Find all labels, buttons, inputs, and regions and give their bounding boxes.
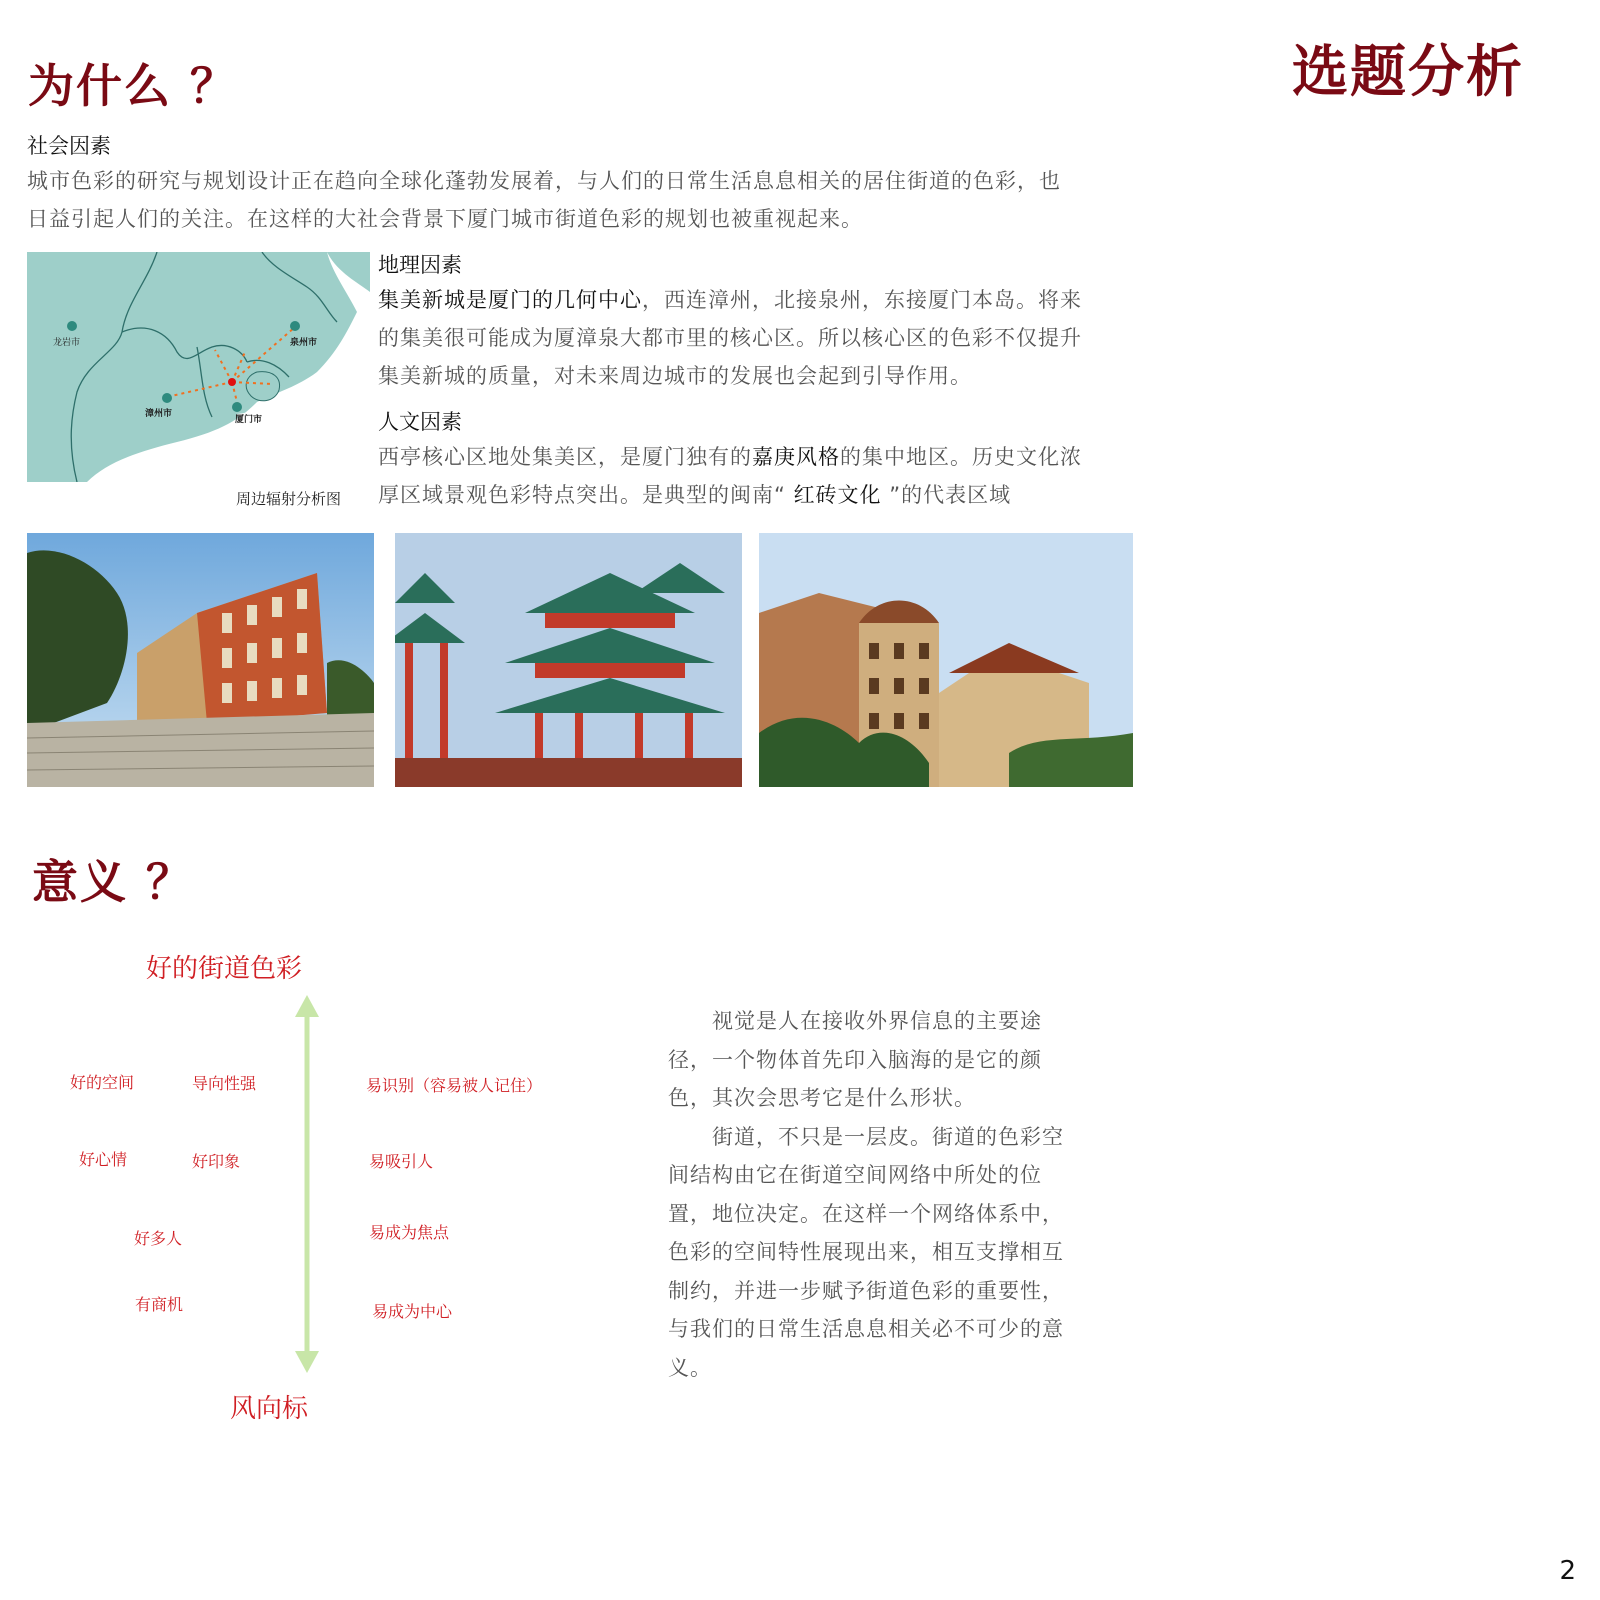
geo-factor-label: 地理因素 [378, 253, 462, 277]
culture-factor-label: 人文因素 [378, 410, 462, 434]
geo-line-3: 集美新城的质量，对未来周边城市的发展也会起到引导作用。 [378, 364, 972, 388]
page-number: 2 [1559, 1556, 1576, 1586]
diagram-item-strong-guidance: 导向性强 [192, 1074, 257, 1093]
culture-emphasis-redbrick: 红砖文化 [793, 483, 882, 507]
double-arrow [290, 995, 324, 1373]
map-city-quanzhou: 泉州市 [290, 338, 318, 348]
geo-line-1 [378, 281, 1148, 319]
photo-pagoda-towers [395, 533, 742, 787]
diagram-item-good-space: 好的空间 [70, 1073, 135, 1092]
map-city-zhangzhou: 漳州市 [145, 409, 173, 419]
social-line-2: 日益引起人们的关注。在这样的大社会背景下厦门城市街道色彩的规划也被重视起来。 [27, 207, 863, 231]
diagram-bottom-label: 风向标 [230, 1394, 309, 1424]
culture-line-1 [378, 438, 1148, 476]
diagram-item-many-people: 好多人 [134, 1229, 183, 1248]
geo-emphasis: 集美新城是厦门的几何中心 [378, 288, 642, 312]
culture-emphasis-jiageng: 嘉庚风格 [752, 445, 840, 469]
culture-line-2-b: ”的代表区域 [881, 483, 1012, 507]
section-heading-meaning: 意义 ？ [32, 855, 195, 909]
geo-line-1-rest: ，西连漳州，北接泉州，东接厦门本岛。将来 [642, 288, 1082, 312]
culture-factor-text [378, 438, 1148, 514]
page-title: 选题分析 [1292, 40, 1524, 105]
diagram-item-center: 易成为中心 [372, 1302, 453, 1321]
meaning-paragraph-1: 视觉是人在接收外界信息的主要途径，一个物体首先印入脑海的是它的颜色，其次会思考它是什么形状。 [668, 1009, 1042, 1110]
culture-line-1-a: 西亭核心区地处集美区，是厦门独有的 [378, 445, 752, 469]
photo-jiageng-buildings [759, 533, 1133, 787]
map-graphic [27, 252, 370, 482]
map-city-xiamen: 厦门市 [235, 415, 263, 425]
diagram-top-label: 好的街道色彩 [146, 954, 303, 984]
diagram-item-business-opportunity: 有商机 [135, 1295, 184, 1314]
culture-line-2 [378, 476, 1148, 514]
diagram-item-focus: 易成为焦点 [369, 1223, 450, 1242]
social-factor-label: 社会因素 [27, 134, 111, 158]
map-city-longyan: 龙岩市 [53, 338, 81, 348]
section-heading-why: 为什么 ？ [28, 59, 239, 113]
diagram-item-good-impression: 好印象 [192, 1152, 241, 1171]
diagram-item-attractive: 易吸引人 [369, 1152, 434, 1171]
geo-line-2: 的集美很可能成为厦漳泉大都市里的核心区。所以核心区的色彩不仅提升 [378, 326, 1082, 350]
culture-line-1-b: 的集中地区。历史文化浓 [840, 445, 1082, 469]
diagram-item-good-mood: 好心情 [79, 1150, 128, 1169]
map-caption: 周边辐射分析图 [236, 490, 342, 508]
radiation-map [27, 252, 370, 482]
meaning-text [668, 1002, 1068, 1387]
social-line-1: 城市色彩的研究与规划设计正在趋向全球化蓬勃发展着，与人们的日常生活息息相关的居住街道的色彩，也 [27, 169, 1061, 193]
photo-red-brick-building [27, 533, 374, 787]
social-factor-text [27, 162, 1137, 238]
geo-factor-text [378, 281, 1148, 395]
culture-line-2-a: 厚区域景观色彩特点突出。是典型的闽南“ [378, 483, 794, 507]
diagram-item-easy-recognize: 易识别（容易被人记住） [366, 1076, 543, 1095]
meaning-paragraph-2: 街道，不只是一层皮。街道的色彩空间结构由它在街道空间网络中所处的位置，地位决定。在这样一个网络体系中，色彩的空间特性展现出来，相互支撑相互制约，并进一步赋予街道色彩的重要性，与我们的日常生活息息相关必不可少的意义。 [668, 1124, 1064, 1380]
